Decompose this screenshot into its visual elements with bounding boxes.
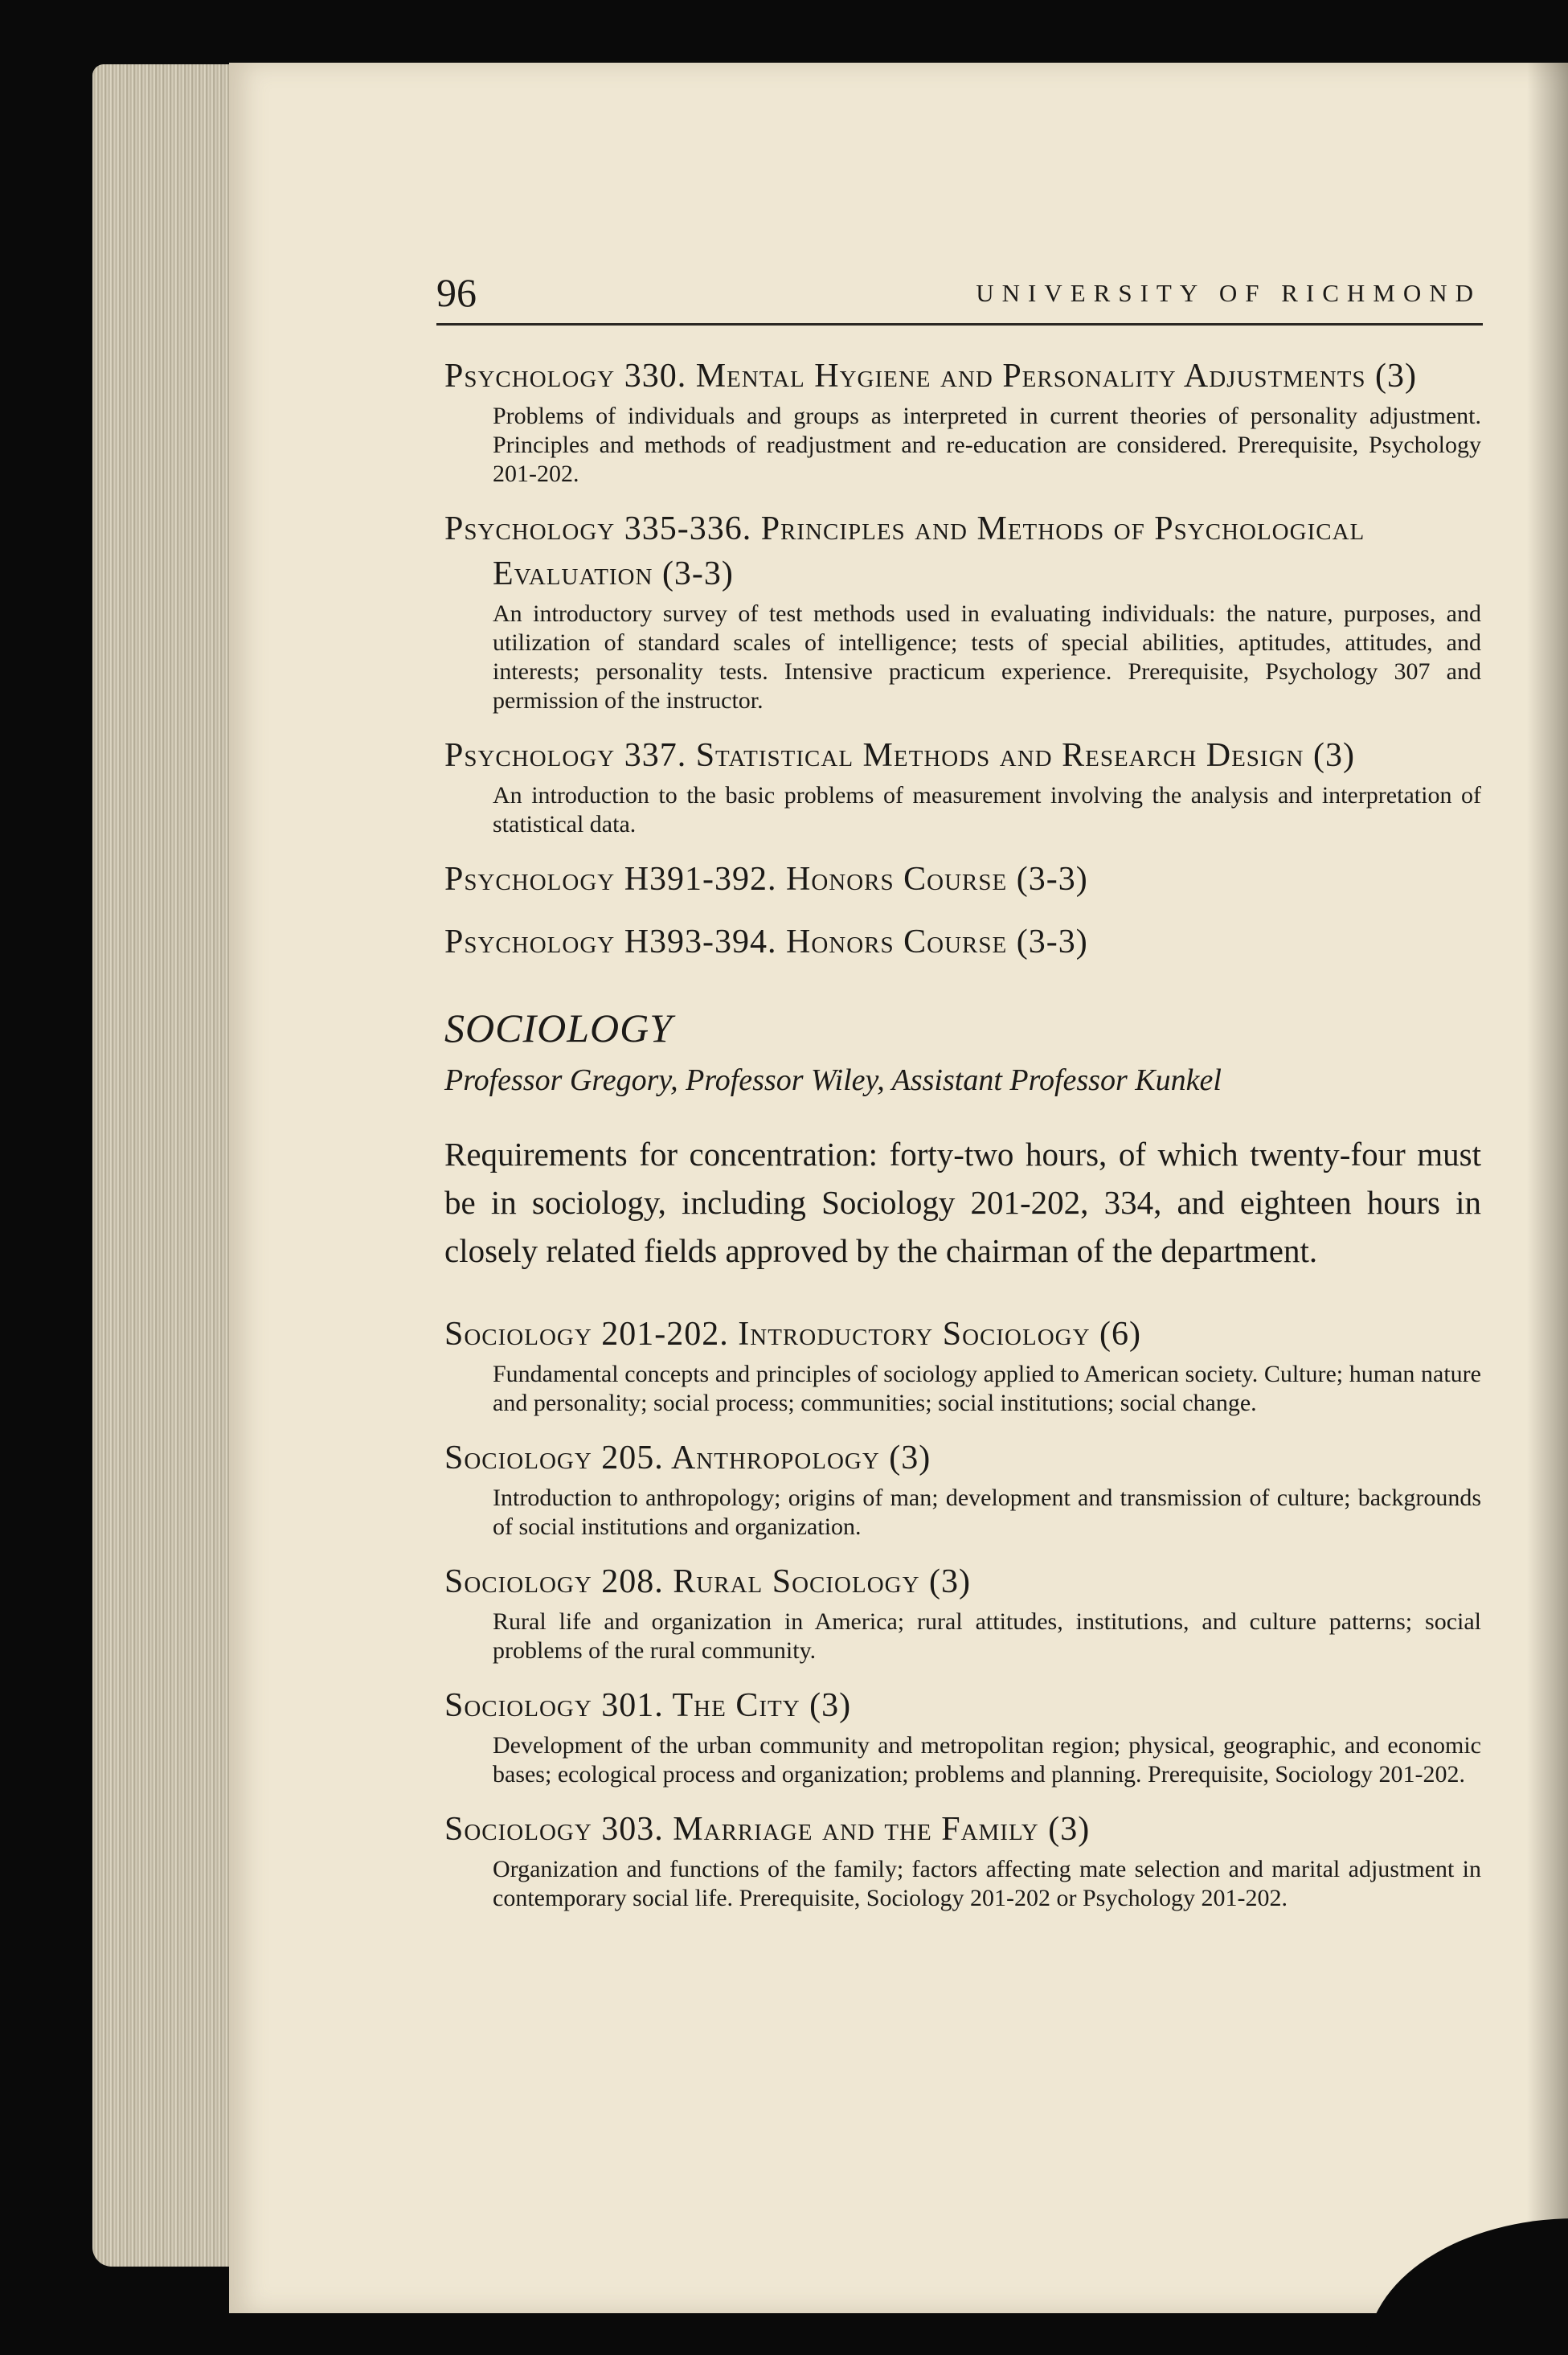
course-title: Sociology 205. Anthropology (3) xyxy=(444,1440,931,1476)
course-description: Introduction to anthropology; origins of man; development and transmission of culture; backgrounds of social institutions and organization. xyxy=(493,1485,1481,1540)
course-title: Psychology 337. Statistical Methods and Research Design (3) xyxy=(444,737,1355,774)
concentration-requirements: Requirements for concentration: forty-two hours, of which twenty-four must be in sociology, including Sociology 201-202, 334, and eighteen hours in closely related fields approved by the chairman of the department. xyxy=(444,1136,1481,1269)
course-entry xyxy=(444,857,1481,902)
course-title: Psychology H391-392. Honors Course (3-3) xyxy=(444,861,1088,898)
course-entry xyxy=(444,1559,1481,1665)
course-entry xyxy=(444,1312,1481,1418)
course-description: An introductory survey of test methods used in evaluating individuals: the nature, purposes, and utilization of standard scales of intelligence; tests of special abilities, aptitudes, attitudes, and interests; personality tests. Intensive practicum experience. Prerequisite, Psychology 307 and permission of the instructor. xyxy=(493,600,1481,714)
course-description: An introduction to the basic problems of measurement involving the analysis and interpretation of statistical data. xyxy=(493,782,1481,838)
course-entry xyxy=(444,354,1481,489)
course-entry xyxy=(444,1436,1481,1542)
course-description: Problems of individuals and groups as interpreted in current theories of personality adjustment. Principles and methods of readjustment and re-education are considered. Prerequisite, Psychology 201-202. xyxy=(493,403,1481,487)
course-description: Fundamental concepts and principles of sociology applied to American society. Culture; human nature and personality; social process; communities; social institutions; social change. xyxy=(493,1361,1481,1416)
page-edges xyxy=(92,64,245,2267)
course-description: Development of the urban community and metropolitan region; physical, geographic, and economic bases; ecological process and organization; problems and planning. Prerequisite, Sociology 201-202. xyxy=(493,1732,1481,1788)
course-description: Organization and functions of the family; factors affecting mate selection and marital adjustment in contemporary social life. Prerequisite, Sociology 201-202 or Psychology 201-202. xyxy=(493,1856,1481,1911)
running-header xyxy=(436,269,1481,326)
course-entry xyxy=(444,1683,1481,1789)
spine-shadow xyxy=(1527,63,1568,2233)
running-title: UNIVERSITY OF RICHMOND xyxy=(976,279,1481,307)
course-title: Psychology 335-336. Principles and Methods of Psychological Evaluation (3-3) xyxy=(444,510,1365,592)
course-entry xyxy=(444,1807,1481,1913)
course-title: Sociology 208. Rural Sociology (3) xyxy=(444,1563,972,1600)
section-heading: SOCIOLOGY xyxy=(444,1005,673,1051)
course-entry xyxy=(444,506,1481,715)
page-number: 96 xyxy=(436,270,477,315)
course-entry xyxy=(444,733,1481,839)
course-title: Sociology 201-202. Introductory Sociology (6) xyxy=(444,1316,1142,1353)
course-title: Psychology 330. Mental Hygiene and Personality Adjustments (3) xyxy=(444,358,1418,395)
header-rule xyxy=(436,323,1483,326)
course-title: Psychology H393-394. Honors Course (3-3) xyxy=(444,924,1088,960)
faculty-list: Professor Gregory, Professor Wiley, Assistant Professor Kunkel xyxy=(444,1063,1222,1097)
course-entry xyxy=(444,919,1481,965)
course-title: Sociology 303. Marriage and the Family (3) xyxy=(444,1811,1091,1848)
course-description: Rural life and organization in America; rural attitudes, institutions, and culture patterns; social problems of the rural community. xyxy=(493,1608,1481,1664)
course-title: Sociology 301. The City (3) xyxy=(444,1687,852,1724)
page-content xyxy=(444,354,1481,1931)
